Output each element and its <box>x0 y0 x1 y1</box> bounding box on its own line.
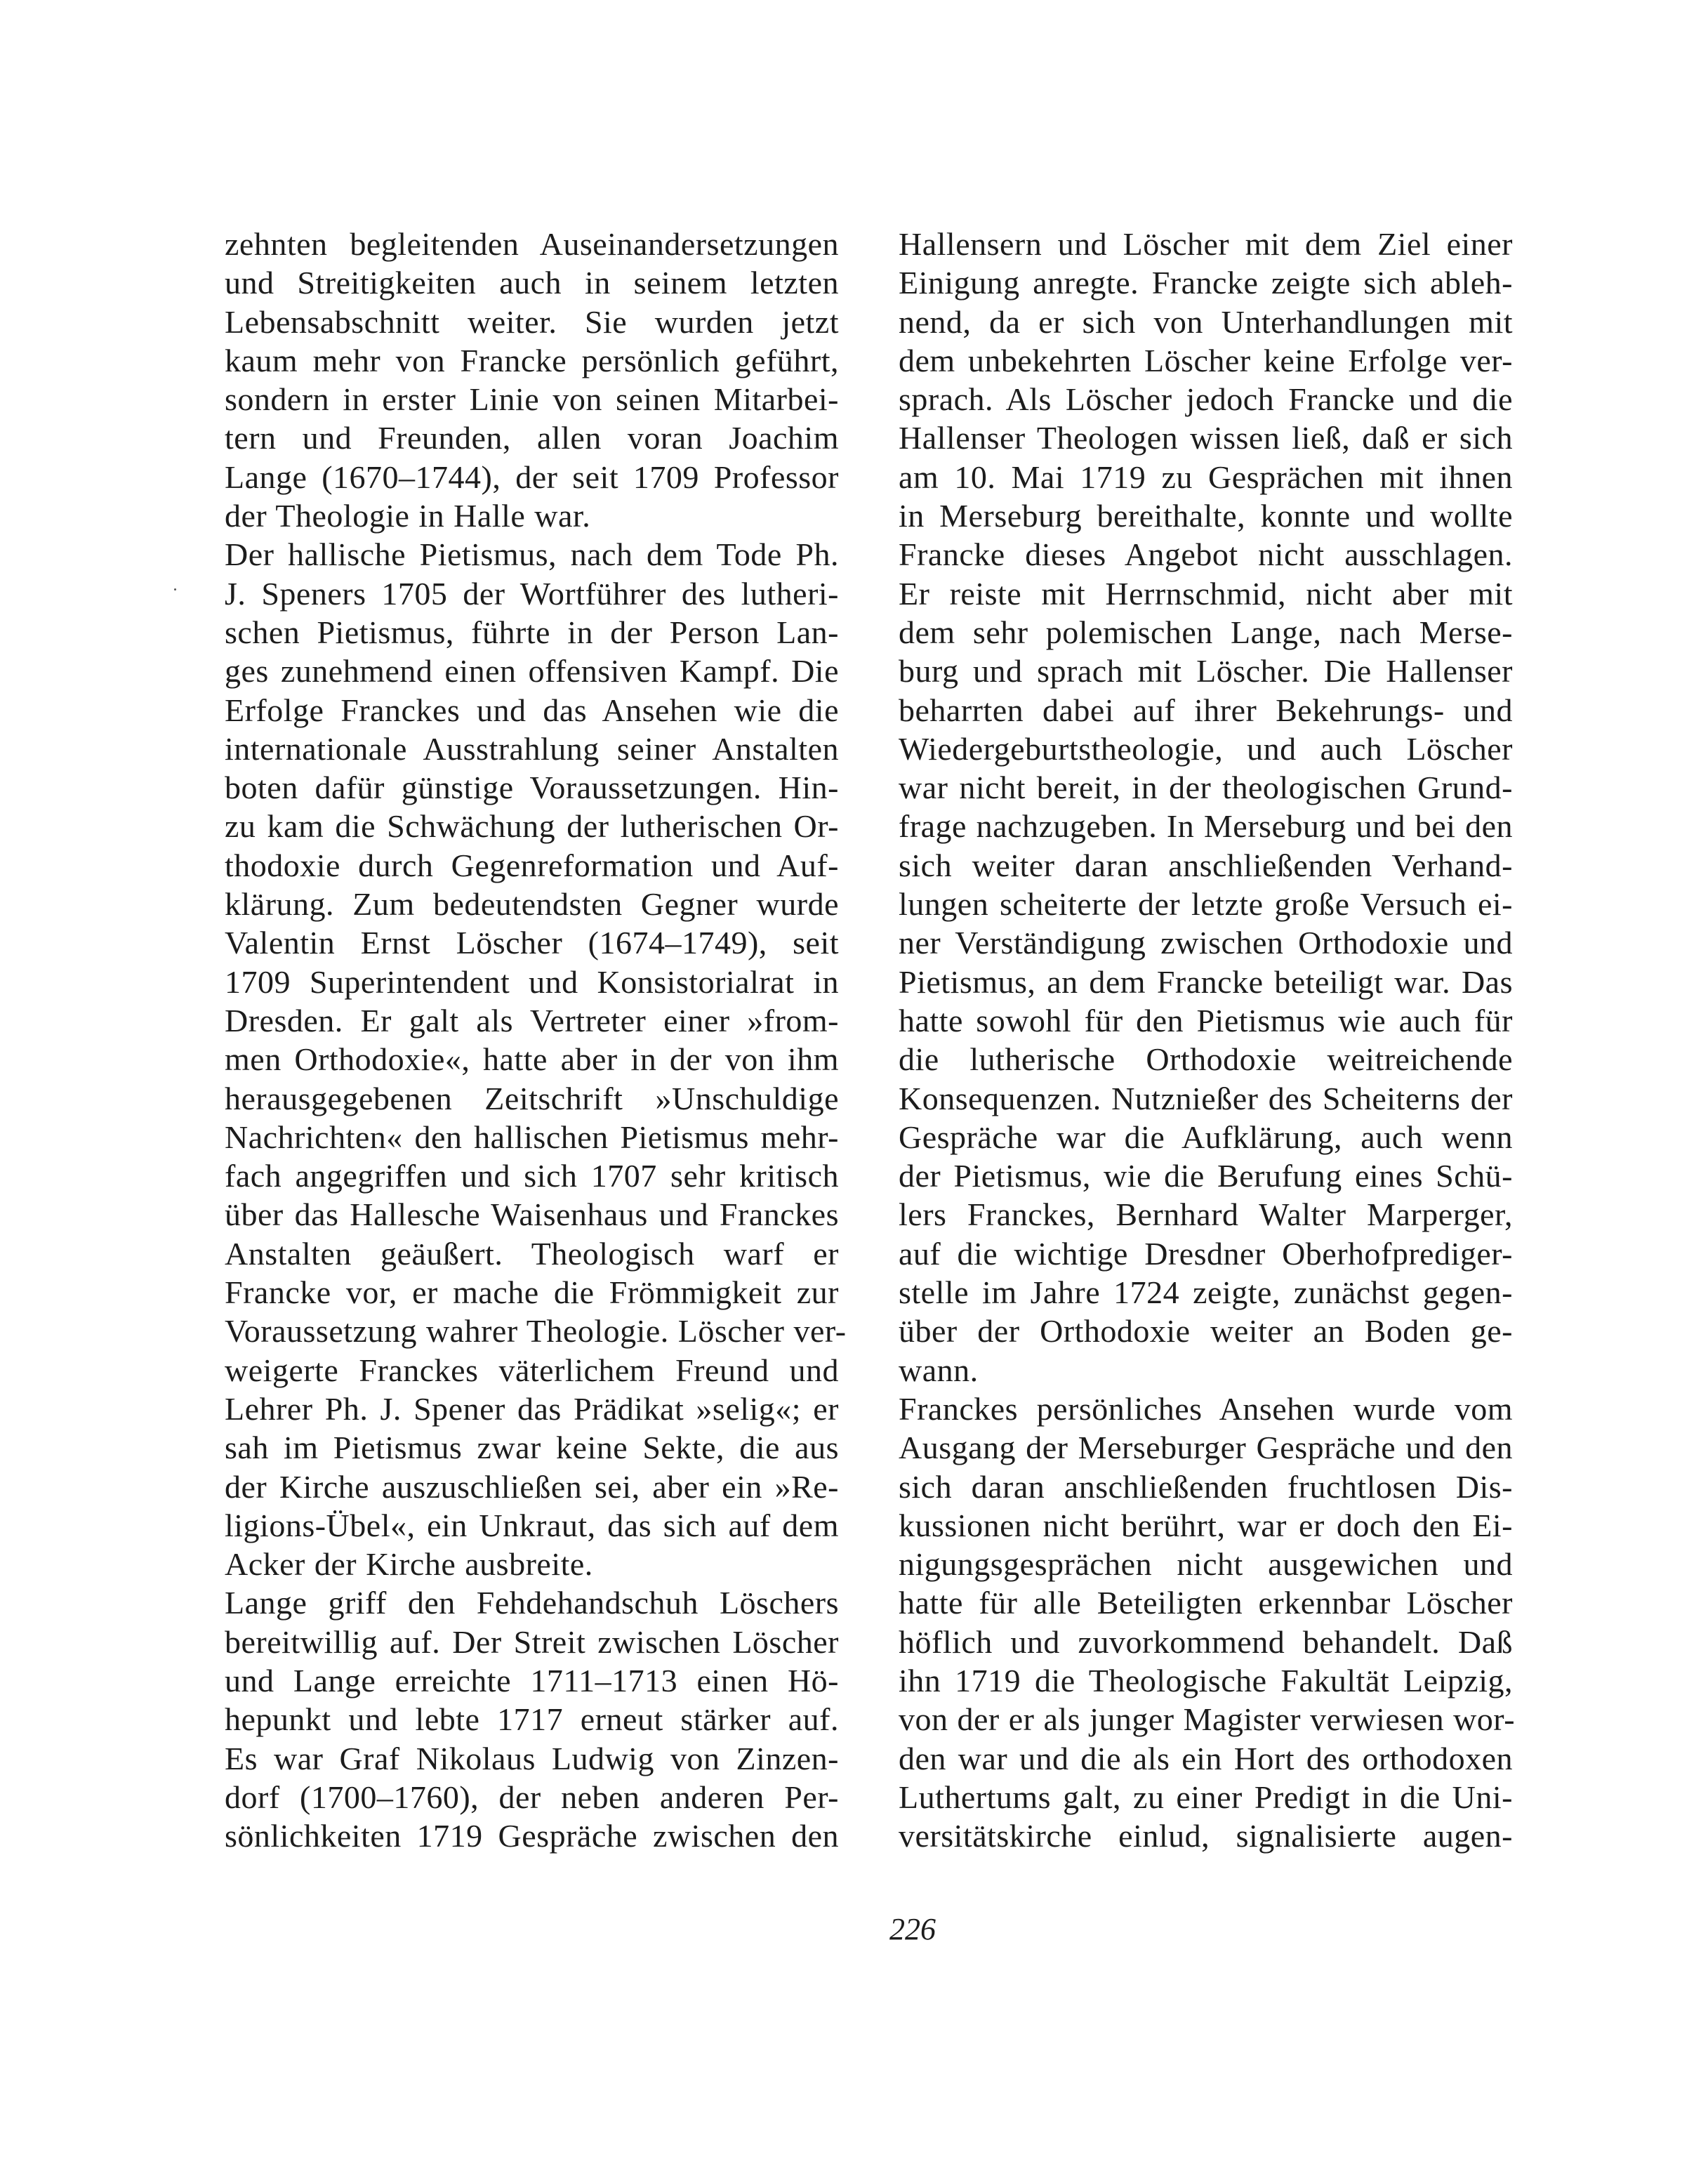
text-line: Hallensern und Löscher mit dem Ziel einer <box>899 226 1513 262</box>
text-line: von der er als junger Magister verwiesen wor- <box>899 1701 1516 1738</box>
text-line: bereitwillig auf. Der Streit zwischen Löscher <box>225 1623 839 1660</box>
text-line: am 10. Mai 1719 zu Gesprächen mit ihnen <box>899 459 1513 495</box>
text-line: schen Pietismus, führte in der Person Lan- <box>225 614 839 650</box>
text-line: war nicht bereit, in der theologischen Grund- <box>899 770 1513 806</box>
text-line: hepunkt und lebte 1717 erneut stärker auf. <box>225 1701 839 1738</box>
text-line: Acker der Kirche ausbreite. <box>225 1546 593 1583</box>
text-line: Anstalten geäußert. Theologisch warf er <box>225 1235 839 1272</box>
text-line: ligions-Übel«, ein Unkraut, das sich auf dem <box>225 1507 839 1543</box>
text-line: beharrten dabei auf ihrer Bekehrungs- und <box>899 692 1513 728</box>
text-line: und Streitigkeiten auch in seinem letzten <box>225 265 839 301</box>
text-line: Lange (1670–1744), der seit 1709 Professor <box>225 459 839 495</box>
text-line: lungen scheiterte der letzte große Versuch ei- <box>899 886 1513 923</box>
text-line: Hallenser Theologen wissen ließ, daß er sich <box>899 420 1513 456</box>
text-line: Lehrer Ph. J. Spener das Prädikat »selig«; er <box>225 1390 839 1427</box>
text-line: nend, da er sich von Unterhandlungen mit <box>899 303 1513 340</box>
text-line: men Orthodoxie«, hatte aber in der von ihm <box>225 1041 839 1078</box>
text-line: weigerte Franckes väterlichem Freund und <box>225 1352 839 1388</box>
text-line: hatte für alle Beteiligten erkennbar Löscher <box>899 1585 1513 1621</box>
left-text-column <box>225 225 847 1855</box>
text-line: sich daran anschließenden fruchtlosen Dis- <box>899 1468 1513 1505</box>
text-line: burg und sprach mit Löscher. Die Hallenser <box>899 653 1513 690</box>
text-line: tern und Freunden, allen voran Joachim <box>225 420 839 456</box>
print-speck <box>174 588 176 591</box>
text-line: frage nachzugeben. In Merseburg und bei den <box>899 808 1513 845</box>
text-line: Lange griff den Fehdehandschuh Löschers <box>225 1585 839 1621</box>
text-line: Luthertums galt, zu einer Predigt in die Uni- <box>899 1779 1513 1815</box>
text-line: Lebensabschnitt weiter. Sie wurden jetzt <box>225 303 839 340</box>
text-line: und Lange erreichte 1711–1713 einen Hö- <box>225 1662 839 1698</box>
text-line: Erfolge Franckes und das Ansehen wie die <box>225 692 839 728</box>
text-line: höflich und zuvorkommend behandelt. Daß <box>899 1623 1513 1660</box>
text-line: dem unbekehrten Löscher keine Erfolge ver- <box>899 342 1513 378</box>
text-line: der Kirche auszuschließen sei, aber ein »Re- <box>225 1468 839 1505</box>
right-text-column <box>899 225 1516 1855</box>
text-line: Er reiste mit Herrnschmid, nicht aber mit <box>899 575 1513 612</box>
text-line: Pietismus, an dem Francke beteiligt war. Das <box>899 963 1513 1000</box>
text-line: der Pietismus, wie die Berufung eines Schü- <box>899 1158 1513 1194</box>
text-line: sondern in erster Linie von seinen Mitarbei- <box>225 381 839 418</box>
text-line: zehnten begleitenden Auseinandersetzungen <box>225 226 839 262</box>
text-line: Dresden. Er galt als Vertreter einer »from- <box>225 1002 839 1038</box>
page-number: 226 <box>889 1912 936 1946</box>
text-line: stelle im Jahre 1724 zeigte, zunächst gegen- <box>899 1274 1513 1311</box>
text-line: wann. <box>899 1352 979 1388</box>
text-line: Der hallische Pietismus, nach dem Tode Ph. <box>225 536 839 573</box>
text-line: Voraussetzung wahrer Theologie. Löscher ver- <box>225 1313 847 1350</box>
text-line: dem sehr polemischen Lange, nach Merse- <box>899 614 1513 650</box>
text-line: Konsequenzen. Nutznießer des Scheiterns der <box>899 1080 1513 1116</box>
text-line: lers Franckes, Bernhard Walter Marperger, <box>899 1196 1513 1233</box>
text-line: ner Verständigung zwischen Orthodoxie und <box>899 925 1513 961</box>
text-line: Ausgang der Merseburger Gespräche und den <box>899 1430 1513 1466</box>
text-line: boten dafür günstige Voraussetzungen. Hin- <box>225 770 839 806</box>
text-line: herausgegebenen Zeitschrift »Unschuldige <box>225 1080 839 1116</box>
text-line: dorf (1700–1760), der neben anderen Per- <box>225 1779 839 1815</box>
text-line: thodoxie durch Gegenreformation und Auf- <box>225 847 839 883</box>
text-line: den war und die als ein Hort des orthodoxen <box>899 1740 1513 1776</box>
text-line: Gespräche war die Aufklärung, auch wenn <box>899 1119 1513 1155</box>
text-line: Es war Graf Nikolaus Ludwig von Zinzen- <box>225 1740 839 1776</box>
text-line: internationale Ausstrahlung seiner Anstalten <box>225 730 839 767</box>
text-line: in Merseburg bereithalte, konnte und wollte <box>899 498 1513 534</box>
text-line: ihn 1719 die Theologische Fakultät Leipzig, <box>899 1662 1513 1698</box>
text-line: sönlichkeiten 1719 Gespräche zwischen den <box>225 1818 839 1854</box>
text-line: ges zunehmend einen offensiven Kampf. Die <box>225 653 839 690</box>
text-line: klärung. Zum bedeutendsten Gegner wurde <box>225 886 839 923</box>
text-line: Franckes persönliches Ansehen wurde vom <box>899 1390 1513 1427</box>
text-line: J. Speners 1705 der Wortführer des lutheri- <box>225 575 839 612</box>
text-line: sich weiter daran anschließenden Verhand- <box>899 847 1513 883</box>
text-line: Wiedergeburtstheologie, und auch Löscher <box>899 730 1513 767</box>
text-line: sprach. Als Löscher jedoch Francke und die <box>899 381 1513 418</box>
text-line: über der Orthodoxie weiter an Boden ge- <box>899 1313 1513 1350</box>
text-line: 1709 Superintendent und Konsistorialrat in <box>225 963 839 1000</box>
text-line: Francke dieses Angebot nicht ausschlagen. <box>899 536 1513 573</box>
text-line: auf die wichtige Dresdner Oberhofprediger- <box>899 1235 1513 1272</box>
text-line: die lutherische Orthodoxie weitreichende <box>899 1041 1513 1078</box>
text-line: kussionen nicht berührt, war er doch den Ei- <box>899 1507 1513 1543</box>
text-line: kaum mehr von Francke persönlich geführt, <box>225 342 839 378</box>
text-line: über das Hallesche Waisenhaus und Franckes <box>225 1196 839 1233</box>
text-line: der Theologie in Halle war. <box>225 498 591 534</box>
text-line: Einigung anregte. Francke zeigte sich ableh- <box>899 265 1513 301</box>
text-line: nigungsgesprächen nicht ausgewichen und <box>899 1546 1513 1583</box>
text-line: fach angegriffen und sich 1707 sehr kritisch <box>225 1158 839 1194</box>
text-line: Nachrichten« den hallischen Pietismus mehr- <box>225 1119 839 1155</box>
text-line: Valentin Ernst Löscher (1674–1749), seit <box>225 925 839 961</box>
text-line: Francke vor, er mache die Frömmigkeit zur <box>225 1274 839 1311</box>
text-line: zu kam die Schwächung der lutherischen Or- <box>225 808 839 845</box>
text-line: hatte sowohl für den Pietismus wie auch für <box>899 1002 1513 1038</box>
text-line: sah im Pietismus zwar keine Sekte, die aus <box>225 1430 839 1466</box>
text-line: versitätskirche einlud, signalisierte augen- <box>899 1818 1513 1854</box>
